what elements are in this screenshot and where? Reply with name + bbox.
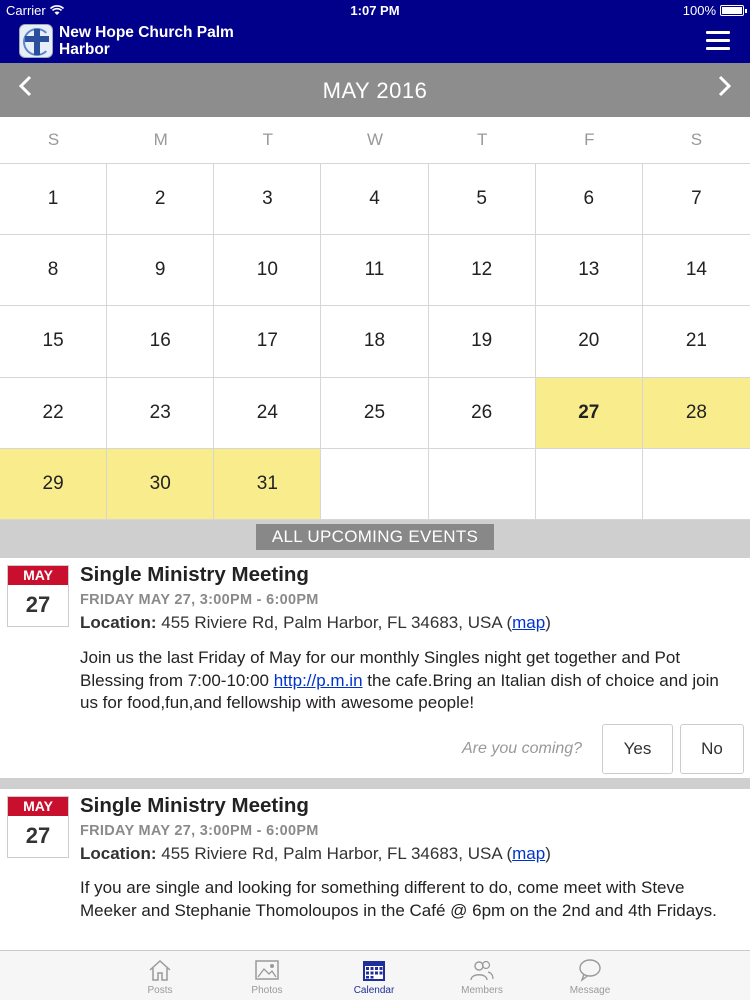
description-text: Join us the last Friday of May for our monthly Singles night get together and Pot Blessing from 7:00-10:00 [80, 648, 681, 690]
status-bar [0, 0, 750, 20]
photo-icon [254, 957, 280, 983]
rsvp-yes-button[interactable]: Yes [602, 724, 673, 774]
event-date-badge [7, 796, 69, 858]
calendar-day-4[interactable]: 4 [321, 164, 428, 235]
bottom-tab-bar [0, 950, 750, 1000]
event-time: FRIDAY MAY 27, 3:00PM - 6:00PM [80, 592, 319, 608]
event-location: Location: 455 Riviere Rd, Palm Harbor, FL 34683, USA (map) [80, 613, 551, 632]
upcoming-events-bar [0, 520, 750, 558]
location-label: Location: [80, 613, 157, 632]
chat-bubble-icon [577, 957, 603, 983]
event-day: 27 [25, 592, 51, 617]
tab-posts[interactable] [115, 951, 205, 1000]
event-location: Location: 455 Riviere Rd, Palm Harbor, FL 34683, USA (map) [80, 844, 551, 863]
house-icon [147, 957, 173, 983]
description-text-cont: the cafe.Bring an Italian dish of choice and join us for food,fun,and fellowship with awesome people! [80, 670, 719, 712]
event-description: If you are single and looking for something different to do, come meet with Steve Meeker and Stephanie Thomoloupos in the Café @ 6pm on the 2nd and 4th Fridays. [80, 878, 717, 920]
event-title[interactable]: Single Ministry Meeting [80, 563, 309, 586]
calendar-day-5[interactable]: 5 [429, 164, 536, 235]
tab-calendar[interactable] [329, 951, 419, 1000]
event-description [80, 647, 740, 715]
calendar-day-21[interactable]: 21 [643, 306, 750, 377]
calendar-day-31[interactable]: 31 [214, 449, 321, 520]
calendar-day-9[interactable]: 9 [107, 235, 214, 306]
calendar-day-11[interactable]: 11 [321, 235, 428, 306]
members-icon [469, 957, 495, 983]
weekday-label: S [690, 130, 703, 149]
event-month: MAY [8, 797, 68, 816]
weekday-label: T [262, 130, 274, 149]
church-logo-icon [19, 24, 53, 58]
calendar-day-18[interactable]: 18 [321, 306, 428, 377]
tab-members[interactable] [437, 951, 527, 1000]
calendar-day-17[interactable]: 17 [214, 306, 321, 377]
chevron-right-icon [718, 75, 732, 97]
calendar-day-13[interactable]: 13 [536, 235, 643, 306]
calendar-day-27[interactable]: 27 [536, 378, 643, 449]
upcoming-events-label: ALL UPCOMING EVENTS [256, 524, 494, 550]
month-title: MAY 2016 [322, 78, 428, 103]
rsvp-question: Are you coming? [462, 740, 583, 757]
weekday-label: F [584, 130, 595, 149]
calendar-day-6[interactable]: 6 [536, 164, 643, 235]
status-time: 1:07 PM [350, 3, 400, 18]
calendar-day-1[interactable]: 1 [0, 164, 107, 235]
calendar-day-19[interactable]: 19 [429, 306, 536, 377]
calendar-empty-cell [321, 449, 428, 520]
battery-percent: 100% [682, 3, 716, 18]
tab-label: Members [461, 985, 503, 996]
calendar-day-8[interactable]: 8 [0, 235, 107, 306]
app-title: New Hope Church Palm Harbor [59, 24, 234, 58]
month-navigation [0, 63, 750, 117]
event-title[interactable]: Single Ministry Meeting [80, 794, 309, 817]
calendar-day-15[interactable]: 15 [0, 306, 107, 377]
tab-label: Posts [147, 985, 173, 996]
calendar-day-12[interactable]: 12 [429, 235, 536, 306]
location-address: 455 Riviere Rd, Palm Harbor, FL 34683, USA [161, 613, 502, 632]
tab-message[interactable] [545, 951, 635, 1000]
event-card[interactable] [0, 558, 750, 778]
tab-photos[interactable] [222, 951, 312, 1000]
calendar-icon [361, 957, 387, 983]
calendar-day-10[interactable]: 10 [214, 235, 321, 306]
calendar-day-7[interactable]: 7 [643, 164, 750, 235]
event-divider [0, 778, 750, 789]
calendar-day-3[interactable]: 3 [214, 164, 321, 235]
calendar-empty-cell [536, 449, 643, 520]
calendar-day-2[interactable]: 2 [107, 164, 214, 235]
calendar-day-23[interactable]: 23 [107, 378, 214, 449]
battery-icon [720, 5, 744, 16]
calendar-grid [0, 163, 750, 520]
weekday-label: W [366, 130, 384, 149]
description-link[interactable]: http://p.m.in [273, 670, 363, 690]
calendar-empty-cell [643, 449, 750, 520]
hamburger-menu-icon[interactable] [706, 31, 730, 51]
calendar-day-22[interactable]: 22 [0, 378, 107, 449]
weekday-label: S [47, 130, 60, 149]
next-month-button[interactable] [705, 73, 745, 104]
calendar-day-16[interactable]: 16 [107, 306, 214, 377]
event-card[interactable] [0, 789, 750, 950]
tab-label: Message [569, 985, 611, 996]
location-label: Location: [80, 844, 157, 863]
weekday-label: M [153, 130, 168, 149]
event-month: MAY [8, 566, 68, 585]
calendar-day-30[interactable]: 30 [107, 449, 214, 520]
event-day: 27 [25, 823, 51, 848]
calendar-empty-cell [429, 449, 536, 520]
calendar-day-20[interactable]: 20 [536, 306, 643, 377]
location-address: 455 Riviere Rd, Palm Harbor, FL 34683, USA [161, 844, 502, 863]
tab-label: Photos [251, 985, 283, 996]
app-header [0, 20, 750, 63]
event-date-badge [7, 565, 69, 627]
tab-label: Calendar [353, 985, 395, 996]
weekday-header [0, 117, 750, 163]
calendar-day-25[interactable]: 25 [321, 378, 428, 449]
calendar-day-29[interactable]: 29 [0, 449, 107, 520]
calendar-day-26[interactable]: 26 [429, 378, 536, 449]
rsvp-no-button[interactable]: No [680, 724, 744, 774]
weekday-label: T [476, 130, 488, 149]
status-right [683, 3, 744, 18]
event-time: FRIDAY MAY 27, 3:00PM - 6:00PM [80, 823, 319, 839]
calendar-day-14[interactable]: 14 [643, 235, 750, 306]
carrier-label: Carrier [6, 3, 46, 18]
calendar-day-24[interactable]: 24 [214, 378, 321, 449]
map-link[interactable]: map [512, 844, 546, 863]
calendar-day-28[interactable]: 28 [643, 378, 750, 449]
map-link[interactable]: map [512, 613, 546, 632]
